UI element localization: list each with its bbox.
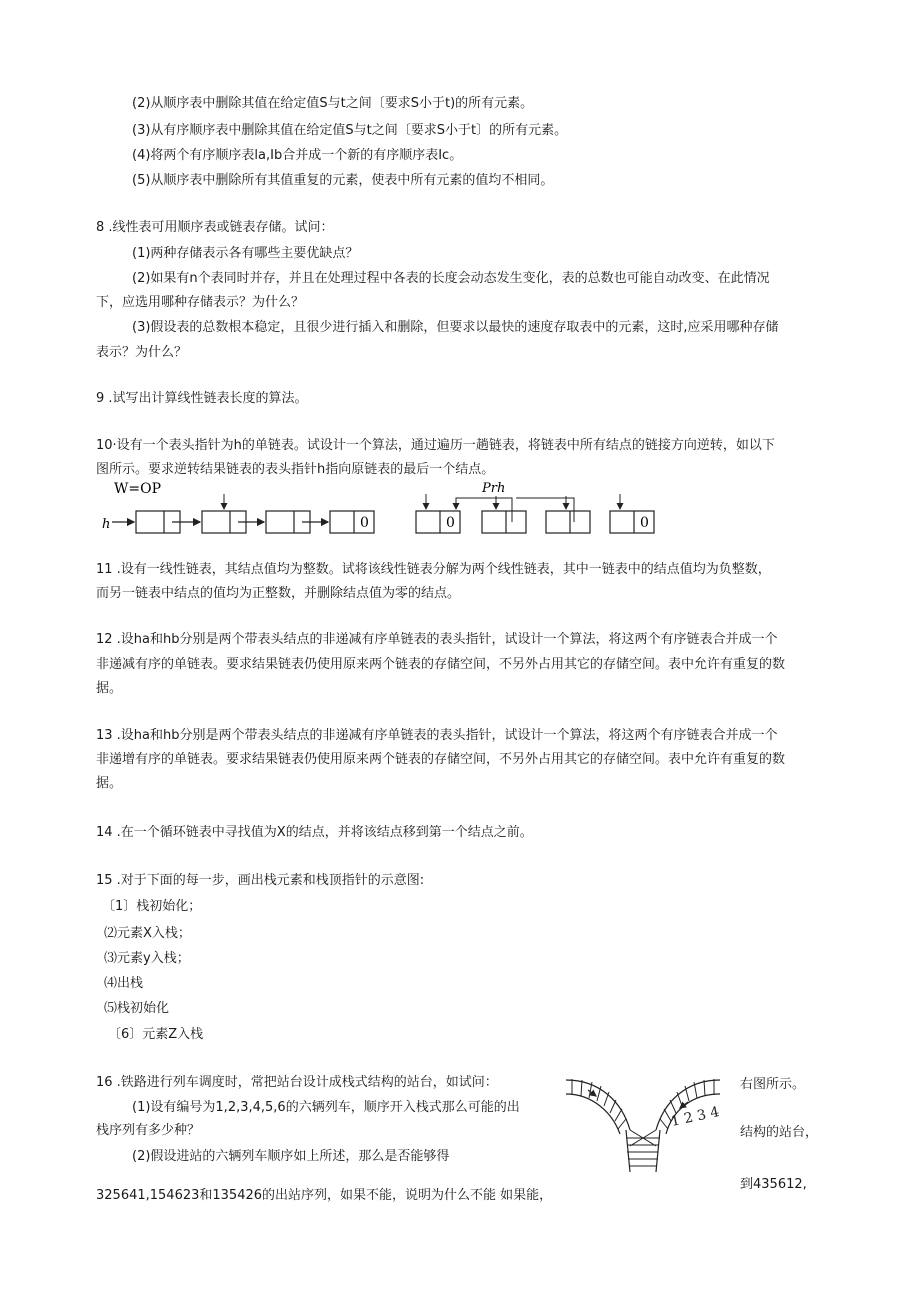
item-4-merge: (4)将两个有序顺序表la,Ib合并成一个新的有序顺序表Ic。 xyxy=(132,148,463,163)
question-16-part-2: (2)假设进站的六辆列车顺序如上所述，那么是否能够得 xyxy=(132,1149,450,1164)
question-13-cont-2: 据。 xyxy=(96,776,123,791)
label-head-pointer: h xyxy=(102,517,111,532)
question-16: 16 .铁路进行列车调度时，常把站台设计成栈式结构的站台，如试问： xyxy=(96,1075,498,1090)
rev-null-value: 0 xyxy=(446,515,455,531)
question-11: 11 .设有一线性链表，其结点值均为整数。试将该线性链表分解为两个线性链表，其中一链表中的结点值均为负整数， xyxy=(96,562,771,577)
label-w-op: W=OP xyxy=(114,481,162,497)
label-prh: Prh xyxy=(482,481,506,496)
question-12-cont: 非递减有序的单链表。要求结果链表仍使用原来两个链表的存储空间，不另外占用其它的存储空间。表中允许有重复的数 xyxy=(96,657,786,672)
question-15-step-5: ⑸栈初始化 xyxy=(104,1001,170,1016)
reverse-link-arrow xyxy=(456,498,512,522)
rev-node-2 xyxy=(482,511,526,533)
question-10: 10·设有一个表头指针为h的单链表。试设计一个算法，通过遍历一趟链表，将链表中所有结点的链接方向逆转，如以下 xyxy=(96,438,775,453)
question-15-step-4: ⑷出栈 xyxy=(104,976,144,991)
question-13: 13 .设ha和hb分别是两个带表头结点的非递减有序单链表的表头指针，试设计一个算法，将这两个有序链表合并成一个 xyxy=(96,728,778,743)
reverse-link-arrow xyxy=(516,498,574,522)
item-3-delete-range-sorted: (3)从有序顺序表中删除其值在给定值S与t之间〔要求S小于t〕的所有元素。 xyxy=(132,123,568,138)
question-8-part-3: (3)假设表的总数根本稳定，且很少进行插入和删除，但要求以最快的速度存取表中的元素，这时,应采用哪种存储 xyxy=(132,320,779,335)
question-16-fragment-2: 结构的站台， xyxy=(740,1125,819,1140)
tail-null-value: 0 xyxy=(360,515,369,531)
question-15: 15 .对于下面的每一步，画出栈元素和栈顶指针的示意图: xyxy=(96,873,425,888)
question-15-step-2: ⑵元素X入栈； xyxy=(104,926,191,941)
question-15-step-1: 〔1〕栈初始化； xyxy=(102,899,202,914)
question-13-cont: 非递增有序的单链表。要求结果链表仍使用原来两个链表的存储空间，不另外占用其它的存储空间。表中允许有重复的数 xyxy=(96,752,786,767)
rev-node-4 xyxy=(610,511,654,533)
question-15-step-3: ⑶元素y入栈； xyxy=(104,951,190,966)
question-8-part-1: (1)两种存储表示各有哪些主要优缺点？ xyxy=(132,246,359,261)
item-2-delete-range: (2)从顺序表中删除其值在给定值S与t之间〔要求S小于t)的所有元素。 xyxy=(132,96,534,111)
rev-node-1 xyxy=(416,511,460,533)
question-16-part-1-cont: 栈序列有多少种？ xyxy=(96,1123,201,1138)
question-16-fragment-3: 到435612, xyxy=(740,1177,807,1192)
list-node-tail xyxy=(330,511,374,533)
question-14: 14 .在一个循环链表中寻找值为X的结点，并将该结点移到第一个结点之前。 xyxy=(96,825,533,840)
question-16-part-1: (1)设有编号为1,2,3,4,5,6的六辆列车，顺序开入栈式那么可能的出 xyxy=(132,1100,520,1115)
question-16-part-2-cont: 325641,154623和135426的出站序列，如果不能，说明为什么不能 如果能， xyxy=(96,1188,553,1203)
railway-stack-figure xyxy=(560,1068,726,1172)
question-12-cont-2: 据。 xyxy=(96,681,123,696)
question-8: 8 .线性表可用顺序表或链表存储。试问： xyxy=(96,220,334,235)
question-11-cont: 而另一链表中结点的值均为正整数，并删除结点值为零的结点。 xyxy=(96,586,461,601)
question-10-cont: 图所示。要求逆转结果链表的表头指针h指向原链表的最后一个结点。 xyxy=(96,462,495,477)
question-8-part-3-cont: 表示？为什么？ xyxy=(96,345,188,360)
question-8-part-2: (2)如果有n个表同时并存，并且在处理过程中各表的长度会动态发生变化，表的总数也可能自动改变、在此情况 xyxy=(132,271,770,286)
question-16-fragment-1: 右图所示。 xyxy=(740,1077,806,1092)
train-numbers-label: 1 2 3 4 xyxy=(669,1104,721,1130)
question-9: 9 .试写出计算线性链表长度的算法。 xyxy=(96,391,308,406)
item-5-dedupe: (5)从顺序表中删除所有其值重复的元素，使表中所有元素的值均不相同。 xyxy=(132,173,554,188)
rev-tail-null-value: 0 xyxy=(640,515,649,531)
question-8-part-2-cont: 下，应选用哪种存储表示？为什么？ xyxy=(96,295,305,310)
question-12: 12 .设ha和hb分别是两个带表头结点的非递减有序单链表的表头指针，试设计一个算法，将这两个有序链表合并成一个 xyxy=(96,632,778,647)
linked-list-reversal-figure xyxy=(96,476,676,540)
rev-node-3 xyxy=(546,511,590,533)
question-15-step-6: 〔6〕元素Z入栈 xyxy=(108,1027,204,1042)
